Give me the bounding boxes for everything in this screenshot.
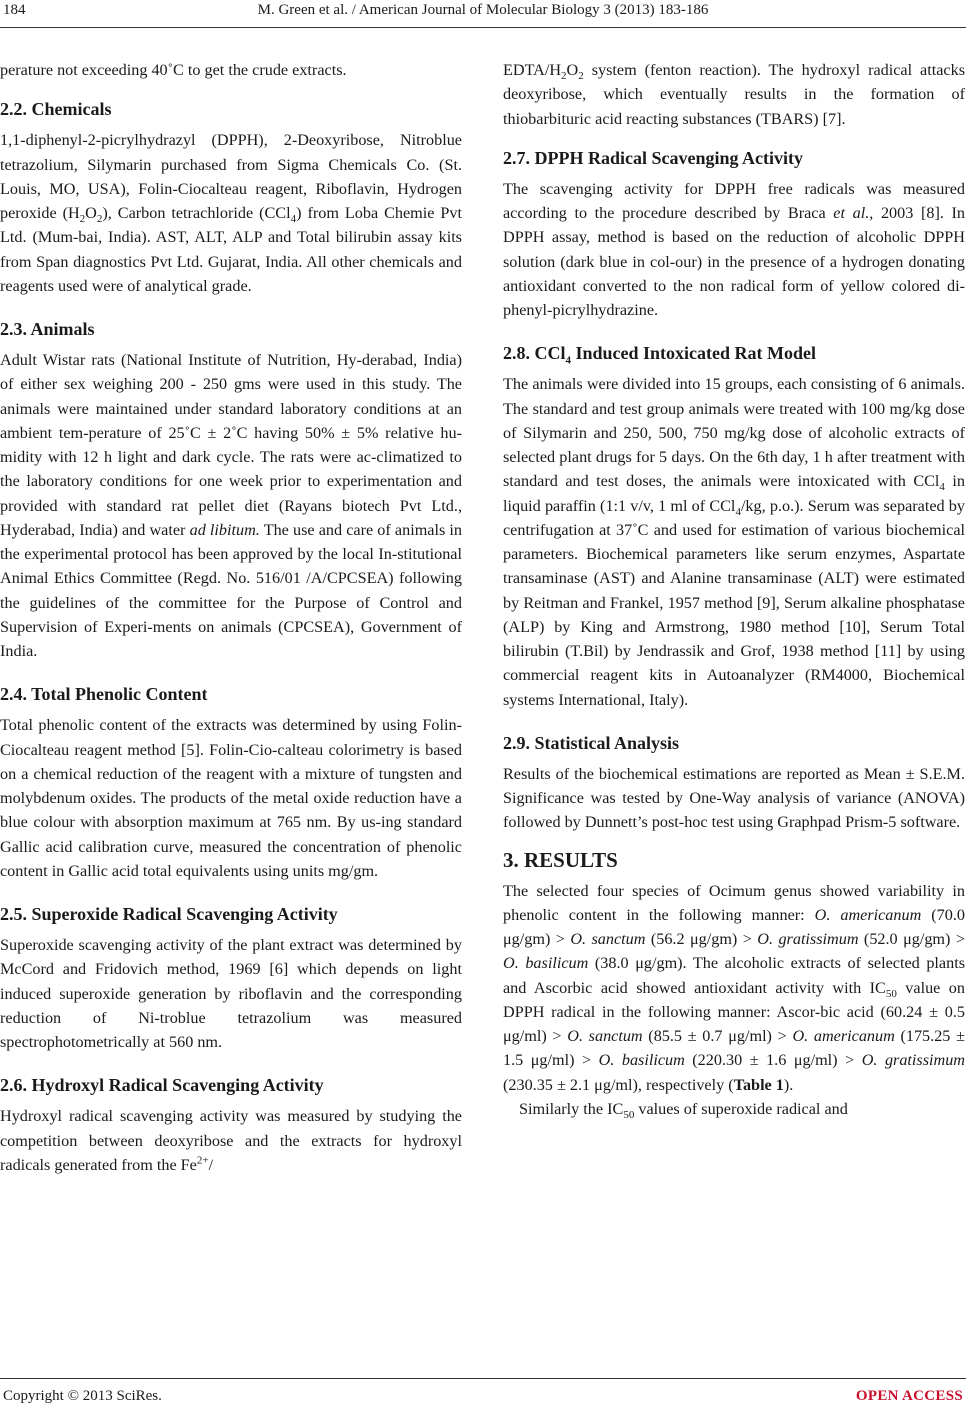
page-footer [0,1374,966,1414]
section-2-9-title: 2.9. Statistical Analysis [503,732,680,753]
section-2-4-title: 2.4. Total Phenolic Content [0,684,208,705]
section-2-4-text: Total phenolic content of the extracts was determined by using Folin-Ciocalteau reagent method [5]. Folin-Cio-calteau colorimetry is based on a chemical reduction of the reagent with a mixture of tungsten and molybdenum oxides. The products of the metal oxide reduction have a blue colour with absorption maximum at 765 nm. By us-ing standard Gallic acid calibration curve, measured the concentration of phenolic content in Gallic acid total equivalents using units mg/gm. [0,716,462,880]
section-2-5-text: Superoxide scavenging activity of the plant extract was determined by McCord and Fridovich method, 1969 [6] which depends on light induced superoxide generation by riboflavin and the corresponding reduction of Ni-troblue tetrazolium was measured spectrophotometrically at 560 nm. [0,936,462,1051]
section-2-8-text: The animals were divided into 15 groups, each consisting of 6 animals. The standard and test group animals were treated with 100 mg/kg dose of Silymarin and 250, 500, 750 mg/kg dose of alcoholic extracts of selected plant drugs for 5 days. On the 6th day, 1 h after treatment with standard and test doses, the animals were intoxicated with CCl$_4$ in liquid paraffin (1:1 v/v, 1 ml of CCl$_4$/kg, p.o.). Serum was separated by centrifugation at 37˚C and used for estimation of various biochemical parameters. Biochemical parameters like serum enzymes, Aspartate transaminase (AST) and Alanine transaminase (ALT) were estimated by Reitman and Frankel, 1957 method [9], Serum alkaline phosphatase (ALP) by King and Armstrong, 1980 method [10], Serum Total bilirubin (T.Bil) by Jendrassik and Grof, 1938 method [11] by using commercial reagent kits in Autoanalyzer (RM4000, Biochemical systems International, Italy). [503,375,965,709]
intro-text: perature not exceeding 40˚C to get the crude extracts. [0,61,347,79]
section-2-7-text: The scavenging activity for DPPH free radicals was measured according to the procedure described by Braca et al., 2003 [8]. In DPPH assay, method is based on the reduction of alcoholic DPPH solution (dark blue in col-our) in the presence of a hydrogen donating antioxidant converted to the non radical form of yellow colored di-phenyl-picrylhydrazine. [503,179,965,319]
footer-rule [0,1378,966,1379]
section-2-3-text: Adult Wistar rats (National Institute of Nutrition, Hy-derabad, India) of either sex weighing 200 - 250 gms were used in this study. The animals were maintained under standard laboratory conditions at an ambient tem-perature of 25˚C ± 2˚C having 50% ± 5% relative hu-midity with 12 h light and dark cycle. The rats were ac-climatized to the laboratory conditions for one week prior to experimentation and provided with standard rat pellet diet (Rayans biotech Pvt Ltd., Hyderabad, India) and water ad libitum. The use and care of animals in the experimental protocol has been approved by the local In-stitutional Animal Ethics Committee (Regd. No. 516/01 /A/CPCSEA) following the guidelines of the committee for the Purpose of Control and Supervision of Experi-ments on animals (CPCSEA), Government of India. [0,351,463,660]
section-3-text: The selected four species of Ocimum genus showed variability in phenolic content in the following manner: O. americanum (70.0 μg/gm) > O. sanctum (56.2 μg/gm) > O. gratissimum (52.0 μg/gm) > O. basilicum (38.0 μg/gm). The alcoholic extracts of selected plants and Ascorbic acid showed antioxidant activity with $IC_{50}$ value on DPPH radical in the following manner: Ascor-bic acid (60.24 ± 0.5 μg/ml) > O. sanctum (85.5 ± 0.7 μg/ml) > O. americanum (175.25 ± 1.5 μg/ml) > O. basilicum (220.30 ± 1.6 μg/ml) > O. gratissimum (230.35 ± 2.1 μg/ml), respectively (Table 1). [503,881,965,1094]
left-column [0,58,462,1177]
page-number: 184 [3,2,26,18]
section-2-9-text: Results of the biochemical estimations are reported as Mean ± S.E.M. Significance was tested by One-Way analysis of variance (ANOVA) followed by Dunnett’s post-hoc test using Graphpad Prism-5 software. [503,764,965,832]
section-2-6-continued: EDTA/$H_2O_2$ system (fenton reaction). The hydroxyl radical attacks deoxyribose, which eventually results in the formation of thiobarbituric acid reacting substances (TBARS) [7]. [503,61,965,128]
page-header [0,0,966,30]
section-3-text-2: Similarly the $IC_{50}$ values of superoxide radical and [519,1099,848,1121]
section-2-5-title: 2.5. Superoxide Radical Scavenging Activity [0,904,338,924]
header-rule [0,27,966,28]
running-head: M. Green et al. / American Journal of Molecular Biology 3 (2013) 183-186 [257,2,709,18]
section-2-6-text: Hydroxyl radical scavenging activity was measured by studying the competition between deoxyribose and the extracts for hydroxyl radicals generated from the $Fe^{2+}/$ [0,1107,462,1174]
copyright-notice: Copyright © 2013 SciRes. [3,1388,162,1404]
section-2-8-title: 2.8. CCl$_4$ Induced Intoxicated Rat Model [503,343,817,367]
section-2-3-title: 2.3. Animals [0,319,95,339]
section-2-6-title: 2.6. Hydroxyl Radical Scavenging Activity [0,1075,324,1096]
section-3-title: 3. RESULTS [503,847,618,872]
table-1-link[interactable]: Table 1 [733,1075,784,1094]
section-2-7-title: 2.7. DPPH Radical Scavenging Activity [503,147,803,168]
section-2-2-title: 2.2. Chemicals [0,99,112,120]
right-column [503,58,965,1121]
section-2-2-text: 1,1-diphenyl-2-picrylhydrazyl (DPPH), 2-Deoxyribose, Nitroblue tetrazolium, Silymarin purchased from Sigma Chemicals Co. (St. Louis, MO, USA), Folin-Ciocalteau reagent, Riboflavin, Hydrogen peroxide $(H_2O_2)$, Carbon tetrachloride (CCl$_4$) from Loba Chemie Pvt Ltd. (Mum-bai, India). AST, ALT, ALP and Total bilirubin assay kits from Span diagnostics Pvt Ltd. Gujarat, India. All other chemicals and reagents used were of analytical grade. [0,131,462,295]
open-access-label: OPEN ACCESS [855,1388,963,1404]
